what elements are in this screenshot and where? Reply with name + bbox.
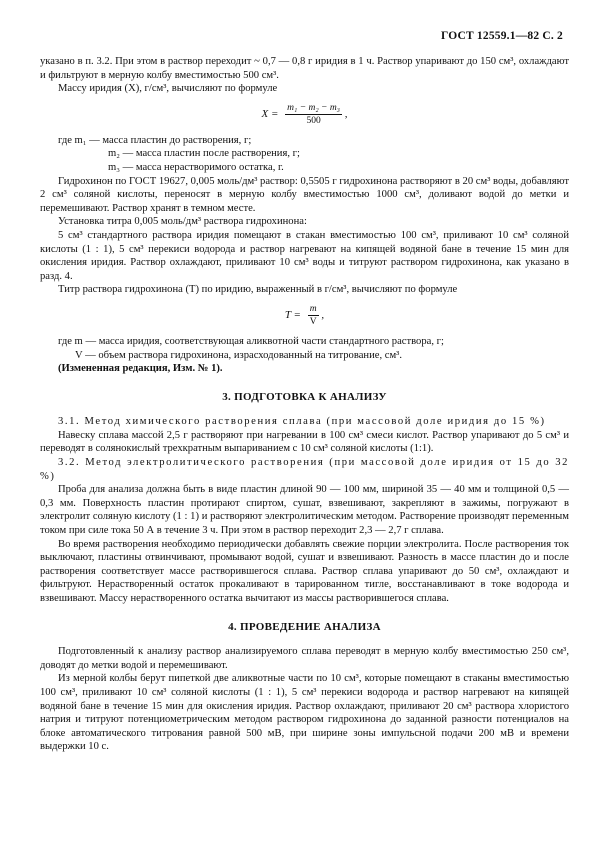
paragraph: указано в п. 3.2. При этом в раствор переходит ~ 0,7 — 0,8 г иридия в 1 ч. Раствор упаривают до 150 см³, охлаждают и фильтруют в мерную колбу вместимостью 500 см³. (40, 56, 569, 81)
page-content (40, 55, 569, 754)
page-header: ГОСТ 12559.1—82 С. 2 (440, 30, 563, 42)
formula-numerator: m₁ − m₂ − m₃ (287, 102, 340, 113)
legend-line: m₃ — масса нерастворимого остатка, г. (108, 161, 284, 173)
formula-denominator: 500 (306, 115, 321, 126)
formula-denominator: V (309, 316, 317, 327)
paragraph: Во время растворения необходимо периодически добавлять свежие порции электролита. После растворения ток выключают, пластины отвинчивают, промывают водой, сушат и взвешивают. Разность в массе пластин до и после растворения соответствует массе растворившегося сплава. Раствор сплава упаривают до 50 см³, охлаждают и фильтруют. Нерастворенный остаток прокаливают в тарированном тигле, восстанавливают в токе водорода и взвешивают. Массу нерастворенного остатка вычитают из массы растворившегося сплава. (40, 538, 569, 604)
legend-line: где m — масса иридия, соответствующая аликвотной части стандартного раствора, г; (58, 335, 444, 347)
formula-iridium-mass (40, 102, 569, 127)
paragraph: Проба для анализа должна быть в виде пластин длиной 90 — 100 мм, шириной 35 — 40 мм и толщиной 0,5 — 0,3 мм. Поверхность пластин протирают спиртом, сушат, взвешивают, закрепляют в зажимы, погружают в электролит соляную кислоту (1 : 1) и растворяют электролитическим методом. Растворение производят переменным током при силе тока 50 А в течение 3 ч. При этом в раствор переходит 2,3 — 2,7 г сплава. (40, 484, 569, 537)
formula-numerator: m (309, 303, 317, 314)
paragraph: Титр раствора гидрохинона (T) по иридию, выраженный в г/см³, вычисляют по формуле (58, 284, 458, 296)
formula-lhs: X = (261, 107, 279, 120)
paragraph: 5 см³ стандартного раствора иридия помещают в стакан вместимостью 100 см³, приливают 10 см³ соляной кислоты (1 : 1), 5 см³ перекиси водорода и раствор нагревают на кипящей водяной бане в течение 15 мин для окисления иридия. Раствор охлаждают, приливают 10 см³ воды и титруют раствором гидрохинона, как указано в разд. 4. (40, 229, 569, 282)
paragraph: Массу иридия (X), г/см³, вычисляют по формуле (58, 83, 278, 95)
paragraph: Установка титра 0,005 моль/дм³ раствора гидрохинона: (58, 216, 307, 228)
section-heading: 3. ПОДГОТОВКА К АНАЛИЗУ (222, 390, 387, 403)
formula-fraction (285, 102, 342, 127)
paragraph: Навеску сплава массой 2,5 г растворяют при нагревании в 100 см³ смеси кислот. Раствор упаривают до 5 см³ и переводят в солянокислый трехкратным выпариванием с 10 см³ соляной кислоты (1:1). (40, 429, 569, 455)
formula-legend (40, 335, 569, 362)
legend-line: V — объем раствора гидрохинона, израсходованный на титрование, см³. (75, 349, 402, 361)
formula-titer (40, 303, 569, 328)
formula-tail: , (321, 308, 325, 321)
subsection-title: 3.1. Метод химического растворения сплава (при массовой доле иридия до 15 %) (58, 416, 546, 428)
paragraph: Подготовленный к анализу раствор анализируемого сплава переводят в мерную колбу вместимостью 250 см³, доводят до метки водой и перемешивают. (40, 646, 569, 671)
formula-lhs: T = (284, 308, 301, 321)
formula-fraction (308, 303, 319, 328)
section-heading: 4. ПРОВЕДЕНИЕ АНАЛИЗА (228, 620, 381, 633)
formula-legend (40, 134, 569, 175)
paragraph: Гидрохинон по ГОСТ 19627, 0,005 моль/дм³ раствор: 0,5505 г гидрохинона растворяют в 20 см³ воды, добавляют 2 см³ соляной кислоты, переносят в мерную колбу вместимостью 1000 см³, доливают водой до метки и перемешивают. Раствор хранят в темном месте. (40, 175, 569, 214)
formula-tail: , (344, 107, 348, 120)
amendment-note: (Измененная редакция, Изм. № 1). (58, 363, 223, 375)
legend-line: m₂ — масса пластин после растворения, г; (108, 148, 300, 160)
subsection-title: 3.2. Метод электролитического растворения (при массовой доле иридия от 15 до 32 %) (40, 457, 569, 482)
legend-line: где m₁ — масса пластин до растворения, г; (58, 134, 252, 146)
paragraph: Из мерной колбы берут пипеткой две аликвотные части по 10 см³, которые помещают в стаканы вместимостью 100 см³, приливают 10 см³ соляной кислоты (1 : 1), 5 см³ перекиси водорода и раствор нагревают на кипящей водяной бане в течение 15 мин для окисления иридия. Раствор охлаждают, приливают 20 см³ раствора хлористого натрия и титруют потенциометрическим методом раствором гидрохинона до заданной разности потенциалов на блоке автоматического титрования равной 500 мВ, при ширине зоны импульсной подачи 200 мВ и времени выдержки 10 с. (40, 673, 569, 753)
